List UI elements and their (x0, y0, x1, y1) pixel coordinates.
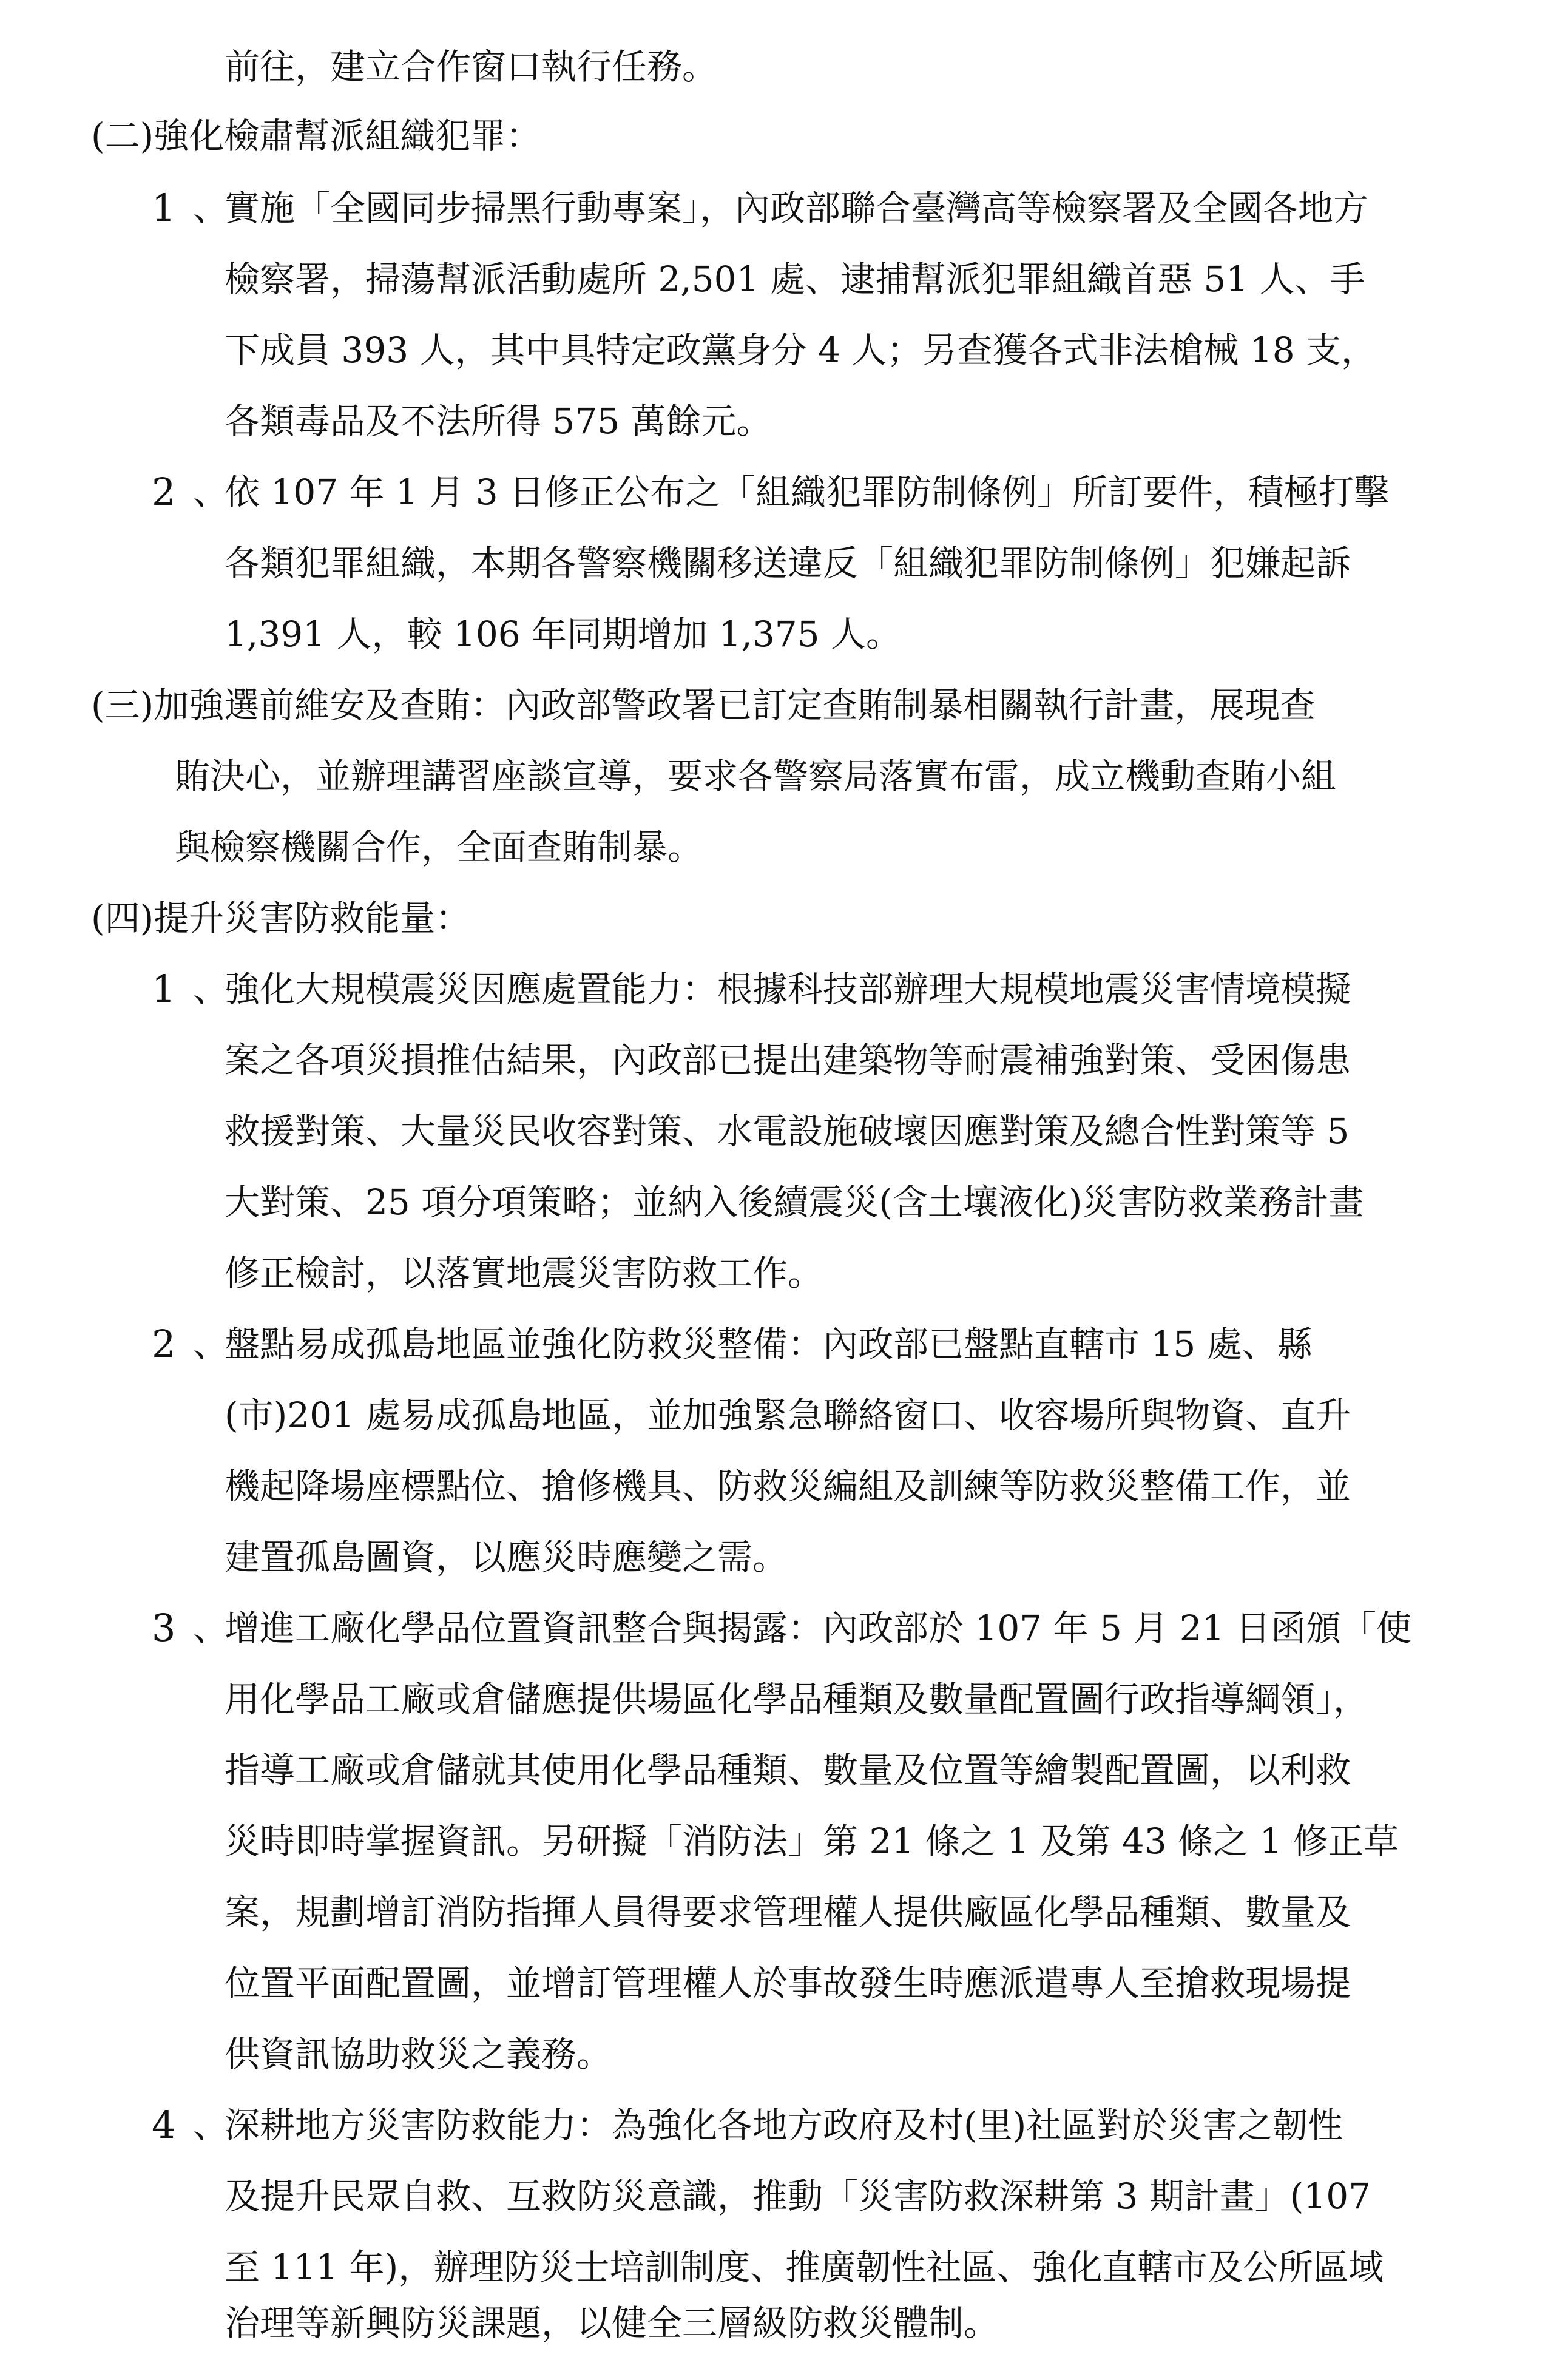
text-line: 案之各項災損推估結果，內政部已提出建築物等耐震補強對策、受困傷患 (225, 1040, 1351, 1081)
text-line: 位置平面配置圖，並增訂管理權人於事故發生時應派遣專人至搶救現場提 (225, 1963, 1351, 2004)
text-line: 下成員 393 人，其中具特定政黨身分 4 人；另查獲各式非法槍械 18 支， (225, 330, 1377, 371)
text-line: 增進工廠化學品位置資訊整合與揭露：內政部於 107 年 5 月 21 日函頒「使 (225, 1608, 1412, 1649)
text-line: 指導工廠或倉儲就其使用化學品種類、數量及位置等繪製配置圖，以利救 (225, 1750, 1351, 1791)
text-line: (市)201 處易成孤島地區，並加強緊急聯絡窗口、收容場所與物資、直升 (225, 1395, 1351, 1436)
item-separator: 、 (193, 188, 229, 229)
text-line: 建置孤島圖資，以應災時應變之需。 (225, 1537, 788, 1578)
item-number: 1 (152, 967, 176, 1011)
item-number: 1 (152, 186, 176, 230)
text-line: 至 111 年)，辦理防災士培訓制度、推廣韌性社區、強化直轄市及公所區域 (225, 2247, 1384, 2288)
text-line: 盤點易成孤島地區並強化防救災整備：內政部已盤點直轄市 15 處、縣 (225, 1324, 1313, 1365)
item-separator: 、 (193, 472, 229, 513)
text-line: 1,391 人，較 106 年同期增加 1,375 人。 (225, 614, 901, 655)
section-heading: (三)加強選前維安及查賄：內政部警政署已訂定查賄制暴相關執行計畫，展現查 (91, 685, 1316, 726)
text-line: 修正檢討，以落實地震災害防救工作。 (225, 1253, 823, 1294)
item-separator: 、 (193, 1608, 229, 1649)
text-line: 與檢察機關合作，全面查賄制暴。 (175, 827, 703, 868)
text-line: 災時即時掌握資訊。另研擬「消防法」第 21 條之 1 及第 43 條之 1 修正草 (225, 1821, 1399, 1862)
text-line: 及提升民眾自救、互救防災意識，推動「災害防救深耕第 3 期計畫」(107 (225, 2176, 1371, 2217)
text-line: 治理等新興防災課題，以健全三層級防救災體制。 (225, 2302, 999, 2344)
text-line: 各類犯罪組織，本期各警察機關移送違反「組織犯罪防制條例」犯嫌起訴 (225, 543, 1351, 584)
item-separator: 、 (193, 969, 229, 1010)
text-line: 用化學品工廠或倉儲應提供場區化學品種類及數量配置圖行政指導綱領」， (225, 1679, 1369, 1720)
text-line: 賄決心，並辦理講習座談宣導，要求各警察局落實布雷，成立機動查賄小組 (175, 756, 1337, 797)
item-number: 2 (152, 470, 176, 514)
text-line: 深耕地方災害防救能力：為強化各地方政府及村(里)社區對於災害之韌性 (225, 2105, 1343, 2146)
item-number: 3 (152, 1606, 176, 1650)
item-number: 4 (152, 2103, 176, 2147)
text-line: 強化大規模震災因應處置能力：根據科技部辦理大規模地震災害情境模擬 (225, 969, 1351, 1010)
text-line: 大對策、25 項分項策略；並納入後續震災(含土壤液化)災害防救業務計畫 (225, 1182, 1364, 1223)
text-line: 實施「全國同步掃黑行動專案」，內政部聯合臺灣高等檢察署及全國各地方 (225, 188, 1369, 229)
text-line: 依 107 年 1 月 3 日修正公布之「組織犯罪防制條例」所訂要件，積極打擊 (225, 472, 1390, 513)
section-heading: (四)提升災害防救能量： (91, 898, 471, 939)
item-number: 2 (152, 1322, 176, 1366)
text-line: 供資訊協助救災之義務。 (225, 2034, 612, 2075)
text-line: 檢察署，掃蕩幫派活動處所 2,501 處、逮捕幫派犯罪組織首惡 51 人、手 (225, 259, 1365, 300)
text-line: 救援對策、大量災民收容對策、水電設施破壞因應對策及總合性對策等 5 (225, 1111, 1350, 1152)
text-line: 機起降場座標點位、搶修機具、防救災編組及訓練等防救災整備工作，並 (225, 1466, 1351, 1507)
item-separator: 、 (193, 1324, 229, 1365)
text-line: 各類毒品及不法所得 575 萬餘元。 (225, 401, 772, 442)
text-line: 前往，建立合作窗口執行任務。 (225, 46, 718, 87)
item-separator: 、 (193, 2105, 229, 2146)
section-heading: (二)強化檢肅幫派組織犯罪： (91, 115, 541, 157)
text-line: 案，規劃增訂消防指揮人員得要求管理權人提供廠區化學品種類、數量及 (225, 1892, 1351, 1933)
